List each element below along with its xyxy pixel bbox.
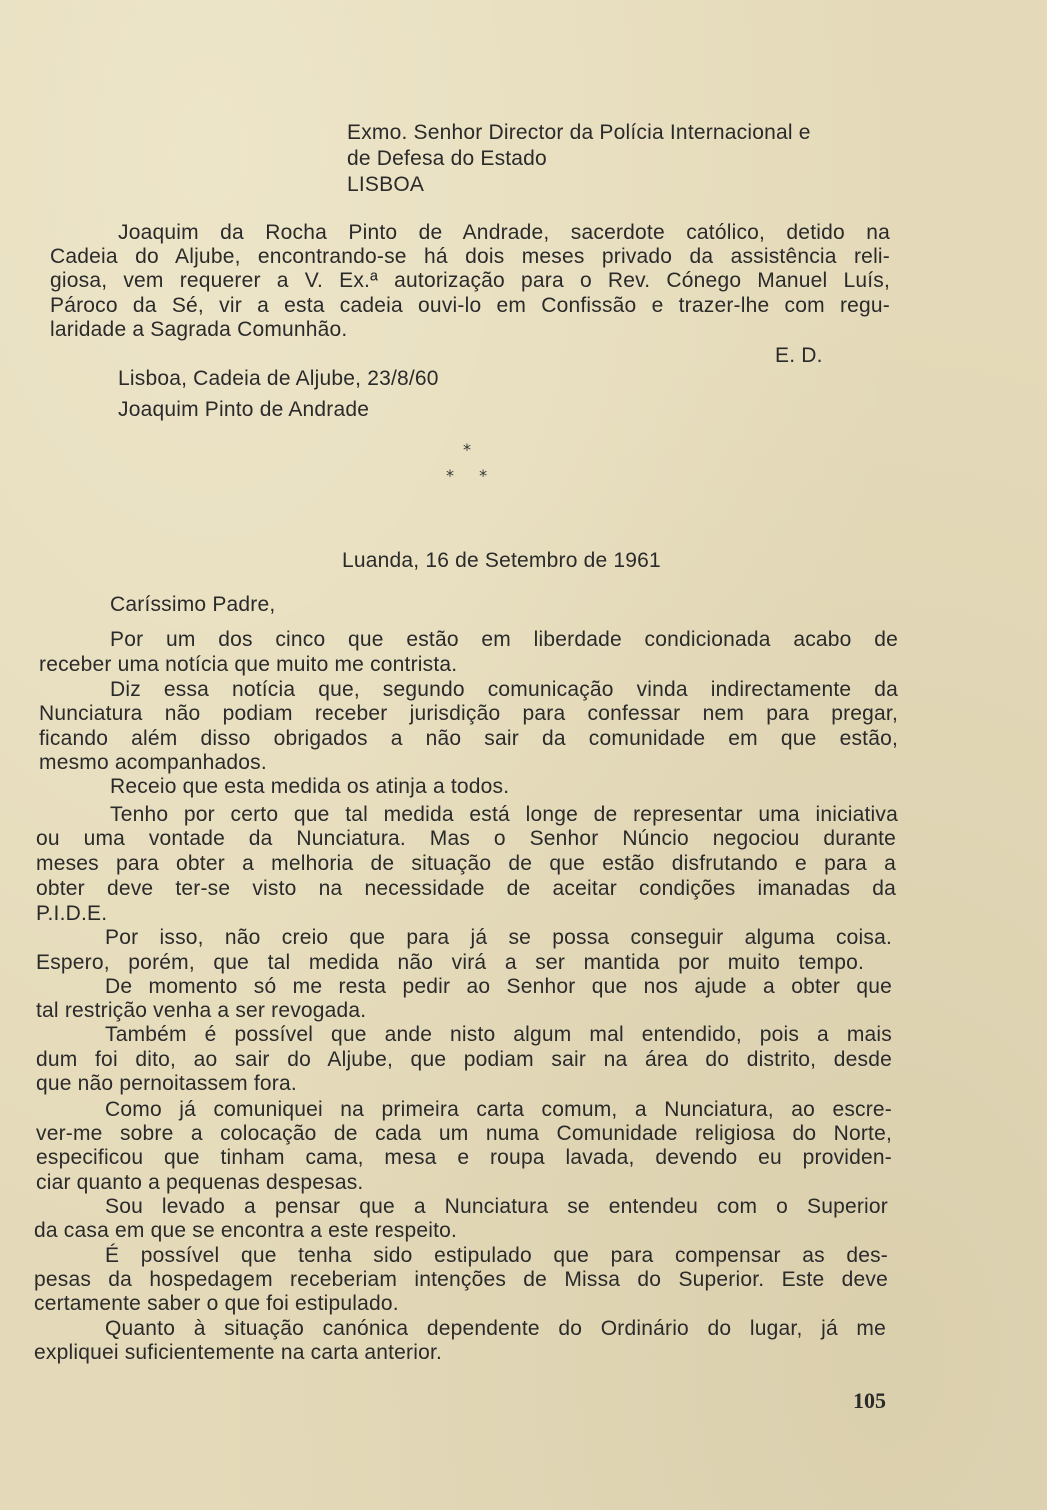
letter-line-24: Sou levado a pensar que a Nunciatura se entendeu com o Superior (105, 1195, 888, 1218)
letter-line-10: meses para obter a melhoria de situação de que estão disfrutando e para a (36, 852, 896, 875)
address-line-1: Exmo. Senhor Director da Polícia Internacional e (347, 121, 811, 144)
petition-line-1: Joaquim da Rocha Pinto de Andrade, sacerdote católico, detido na (118, 221, 890, 244)
letter-line-30: expliquei suficientemente na carta anterior. (34, 1341, 443, 1364)
letter-line-1: Por um dos cinco que estão em liberdade condicionada acabo de (110, 628, 898, 651)
letter-line-21: ver-me sobre a colocação de cada um numa Comunidade religiosa do Norte, (36, 1122, 892, 1145)
letter-dateline: Luanda, 16 de Setembro de 1961 (342, 549, 661, 572)
letter-line-8: Tenho por certo que tal medida está longe de representar uma iniciativa (110, 803, 898, 826)
letter-line-15: De momento só me resta pedir ao Senhor que nos ajude a obter que (105, 975, 892, 998)
letter-line-11: obter deve ter-se visto na necessidade de aceitar condições imanadas da (36, 877, 896, 900)
letter-line-23: ciar quanto a pequenas despesas. (36, 1171, 364, 1194)
separator-stars-bottom: * * (446, 466, 498, 485)
letter-line-7: Receio que esta medida os atinja a todos. (110, 775, 510, 798)
petition-line-4: Pároco da Sé, vir a esta cadeia ouvi-lo em Confissão e trazer-lhe com regu- (50, 294, 890, 317)
letter-line-18: dum foi dito, ao sair do Aljube, que podiam sair na área do distrito, desde (36, 1048, 892, 1071)
letter-salutation: Caríssimo Padre, (110, 593, 276, 616)
separator-star-top: * (463, 440, 471, 459)
petition-place-date: Lisboa, Cadeia de Aljube, 23/8/60 (118, 367, 439, 390)
letter-line-27: pesas da hospedagem receberiam intenções de Missa do Superior. Este deve (34, 1268, 888, 1291)
page-number: 105 (853, 1388, 886, 1413)
letter-line-26: É possível que tenha sido estipulado que para compensar as des- (105, 1244, 888, 1267)
petition-signature: Joaquim Pinto de Andrade (118, 398, 370, 421)
letter-line-28: certamente saber o que foi estipulado. (34, 1292, 399, 1315)
letter-line-14: Espero, porém, que tal medida não virá a ser mantida por muito tempo. (36, 951, 864, 974)
address-line-2: de Defesa do Estado (347, 147, 547, 170)
letter-line-6: mesmo acompanhados. (39, 751, 267, 774)
letter-line-25: da casa em que se encontra a este respeito. (34, 1219, 458, 1242)
petition-line-2: Cadeia do Aljube, encontrando-se há dois meses privado da assistência reli- (50, 245, 890, 268)
letter-line-16: tal restrição venha a ser revogada. (36, 999, 367, 1022)
letter-line-13: Por isso, não creio que para já se possa conseguir alguma coisa. (105, 926, 892, 949)
letter-line-12: P.I.D.E. (36, 902, 108, 925)
letter-line-29: Quanto à situação canónica dependente do Ordinário do lugar, já me (105, 1317, 886, 1340)
address-line-3: LISBOA (347, 173, 425, 196)
petition-closing: E. D. (775, 344, 823, 367)
letter-line-9: ou uma vontade da Nunciatura. Mas o Senhor Núncio negociou durante (36, 827, 896, 850)
letter-line-2: receber uma notícia que muito me contrista. (39, 653, 458, 676)
letter-line-20: Como já comuniquei na primeira carta comum, a Nunciatura, ao escre- (105, 1098, 892, 1121)
letter-line-3: Diz essa notícia que, segundo comunicação vinda indirectamente da (110, 678, 898, 701)
petition-line-5: laridade a Sagrada Comunhão. (50, 318, 348, 341)
letter-line-5: ficando além disso obrigados a não sair da comunidade em que estão, (39, 727, 898, 750)
petition-line-3: giosa, vem requerer a V. Ex.ª autorização para o Rev. Cónego Manuel Luís, (50, 269, 890, 292)
letter-line-22: especificou que tinham cama, mesa e roupa lavada, devendo eu providen- (36, 1146, 892, 1169)
letter-line-4: Nunciatura não podiam receber jurisdição para confessar nem para pregar, (39, 702, 898, 725)
letter-line-19: que não pernoitassem fora. (36, 1072, 297, 1095)
letter-line-17: Também é possível que ande nisto algum mal entendido, pois a mais (105, 1023, 892, 1046)
